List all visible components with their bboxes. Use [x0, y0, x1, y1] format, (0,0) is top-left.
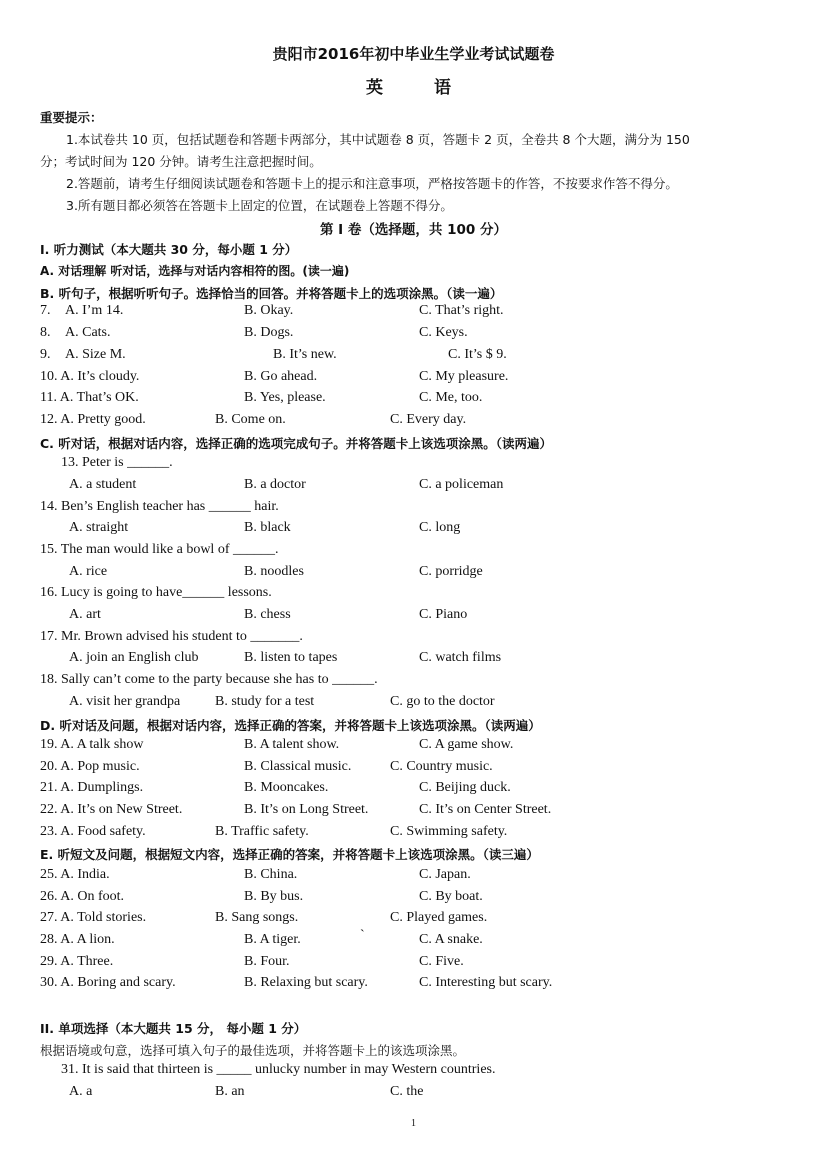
q28-option-c: C. A snake. — [419, 932, 483, 947]
note-3: 3.所有题目都必须答在答题卡上固定的位置，在试题卷上答题不得分。 — [66, 198, 453, 213]
q17-stem: 17. Mr. Brown advised his student to _______. — [40, 629, 303, 644]
q11-option-b: B. Yes, please. — [244, 390, 326, 405]
q21-option-b: B. Mooncakes. — [244, 780, 329, 795]
q20-option-a: 20. A. Pop music. — [40, 759, 140, 774]
q31-option-a: A. a — [69, 1084, 93, 1099]
q20-option-b: B. Classical music. — [244, 759, 352, 774]
q11-option-a: 11. A. That’s OK. — [40, 390, 139, 405]
q16-option-c: C. Piano — [419, 607, 468, 622]
q23-option-a: 23. A. Food safety. — [40, 824, 146, 839]
q19-option-a: 19. A. A talk show — [40, 737, 144, 752]
q30-option-b: B. Relaxing but scary. — [244, 975, 368, 990]
q13-option-c: C. a policeman — [419, 477, 504, 492]
q14-option-c: C. long — [419, 520, 461, 535]
q15-option-c: C. porridge — [419, 564, 483, 579]
q26-option-a: 26. A. On foot. — [40, 889, 124, 904]
q23-option-c: C. Swimming safety. — [390, 824, 508, 839]
q26-option-b: B. By bus. — [244, 889, 304, 904]
q8-option-c: C. Keys. — [419, 325, 468, 340]
q18-option-b: B. study for a test — [215, 694, 315, 709]
q10-option-a: 10. A. It’s cloudy. — [40, 369, 140, 384]
q11-option-c: C. Me, too. — [419, 390, 483, 405]
q7-number: 7. — [40, 303, 51, 318]
q20-option-c: C. Country music. — [390, 759, 493, 774]
section-b-instruction: B. 听句子，根据听听句子。选择恰当的回答。并将答题卡上的选项涂黑。（读一遍） — [40, 286, 503, 301]
q22-option-c: C. It’s on Center Street. — [419, 802, 552, 817]
q29-option-c: C. Five. — [419, 954, 464, 969]
q16-stem: 16. Lucy is going to have______ lessons. — [40, 585, 272, 600]
q9-option-c: C. It’s $ 9. — [448, 347, 507, 362]
q10-option-c: C. My pleasure. — [419, 369, 509, 384]
q17-option-c: C. watch films — [419, 650, 502, 665]
q7-option-c: C. That’s right. — [419, 303, 504, 318]
q9-number: 9. — [40, 347, 51, 362]
q9-option-b: B. It’s new. — [273, 347, 337, 362]
q10-option-b: B. Go ahead. — [244, 369, 318, 384]
q16-option-b: B. chess — [244, 607, 291, 622]
q25-option-a: 25. A. India. — [40, 867, 110, 882]
q8-number: 8. — [40, 325, 51, 340]
q12-option-c: C. Every day. — [390, 412, 467, 427]
q9-option-a: A. Size M. — [65, 347, 126, 362]
q27-option-a: 27. A. Told stories. — [40, 910, 147, 925]
q31-option-b: B. an — [215, 1084, 245, 1099]
q14-option-b: B. black — [244, 520, 291, 535]
note-2: 2.答题前，请考生仔细阅读试题卷和答题卡上的提示和注意事项，严格按答题卡的作答，不按要求作答不得分。 — [66, 176, 678, 191]
q31-option-c: C. the — [390, 1084, 424, 1099]
q25-option-c: C. Japan. — [419, 867, 471, 882]
subject-char-2: 语 — [434, 78, 451, 98]
q26-option-c: C. By boat. — [419, 889, 483, 904]
q8-option-a: A. Cats. — [65, 325, 111, 340]
q15-option-b: B. noodles — [244, 564, 304, 579]
notes-heading: 重要提示： — [40, 110, 103, 125]
q25-option-b: B. China. — [244, 867, 298, 882]
q22-option-b: B. It’s on Long Street. — [244, 802, 369, 817]
q28-option-a: 28. A. A lion. — [40, 932, 115, 947]
q13-option-b: B. a doctor — [244, 477, 306, 492]
q30-option-c: C. Interesting but scary. — [419, 975, 553, 990]
q21-option-a: 21. A. Dumplings. — [40, 780, 144, 795]
page-number: 1 — [411, 1118, 416, 1129]
q19-option-c: C. A game show. — [419, 737, 514, 752]
q29-option-a: 29. A. Three. — [40, 954, 114, 969]
q16-option-a: A. art — [69, 607, 101, 622]
q17-option-a: A. join an English club — [69, 650, 199, 665]
q12-option-b: B. Come on. — [215, 412, 286, 427]
q29-option-b: B. Four. — [244, 954, 290, 969]
q15-stem: 15. The man would like a bowl of ______. — [40, 542, 279, 557]
q12-option-a: 12. A. Pretty good. — [40, 412, 146, 427]
q7-option-b: B. Okay. — [244, 303, 294, 318]
volume-heading: 第 I 卷（选择题，共 100 分） — [319, 222, 507, 238]
section-c-instruction: C. 听对话，根据对话内容，选择正确的选项完成句子。并将答题卡上该选项涂黑。（读两遍） — [40, 436, 553, 451]
q13-option-a: A. a student — [69, 477, 137, 492]
q18-option-a: A. visit her grandpa — [69, 694, 181, 709]
q19-option-b: B. A talent show. — [244, 737, 340, 752]
q31-stem: 31. It is said that thirteen is _____ unlucky number in may Western countries. — [61, 1062, 496, 1077]
q27-option-c: C. Played games. — [390, 910, 488, 925]
part2-instruction: 根据语境或句意，选择可填入句子的最佳选项，并将答题卡上的该选项涂黑。 — [40, 1043, 466, 1058]
q21-option-c: C. Beijing duck. — [419, 780, 511, 795]
q13-stem: 13. Peter is ______. — [61, 455, 173, 470]
q28-option-b: B. A tiger. — [244, 932, 301, 947]
note-1b: 分；考试时间为 120 分钟。请考生注意把握时间。 — [40, 154, 322, 169]
part1-heading: Ⅰ. 听力测试（本大题共 30 分，每小题 1 分） — [40, 242, 298, 257]
subject-char-1: 英 — [366, 78, 383, 98]
part2-heading: II. 单项选择（本大题共 15 分， 每小题 1 分） — [40, 1021, 307, 1036]
q14-option-a: A. straight — [69, 520, 129, 535]
section-a-instruction: A. 对话理解 听对话，选择与对话内容相符的图。(读一遍) — [40, 264, 350, 278]
paper-title: 贵阳市2016年初中毕业生学业考试试题卷 — [272, 45, 555, 63]
section-e-instruction: E. 听短文及问题，根据短文内容，选择正确的答案，并将答题卡上该选项涂黑。（读三遍） — [40, 847, 539, 862]
q8-option-b: B. Dogs. — [244, 325, 294, 340]
section-d-instruction: D. 听对话及问题，根据对话内容，选择正确的答案，并将答题卡上该选项涂黑。（读两遍） — [40, 718, 541, 733]
note-1a: 1.本试卷共 10 页，包括试题卷和答题卡两部分，其中试题卷 8 页，答题卡 2 页，全卷共 8 个大题，满分为 150 — [66, 132, 690, 147]
q15-option-a: A. rice — [69, 564, 108, 579]
q17-option-b: B. listen to tapes — [244, 650, 338, 665]
q18-stem: 18. Sally can’t come to the party because she has to ______. — [40, 672, 378, 687]
q23-option-b: B. Traffic safety. — [215, 824, 309, 839]
q18-option-c: C. go to the doctor — [390, 694, 495, 709]
q27-option-b: B. Sang songs. — [215, 910, 299, 925]
q22-option-a: 22. A. It’s on New Street. — [40, 802, 183, 817]
q30-option-a: 30. A. Boring and scary. — [40, 975, 176, 990]
q14-stem: 14. Ben’s English teacher has ______ hair. — [40, 499, 279, 514]
q7-option-a: A. I’m 14. — [65, 303, 124, 318]
q28-stray-mark: ` — [360, 928, 365, 943]
